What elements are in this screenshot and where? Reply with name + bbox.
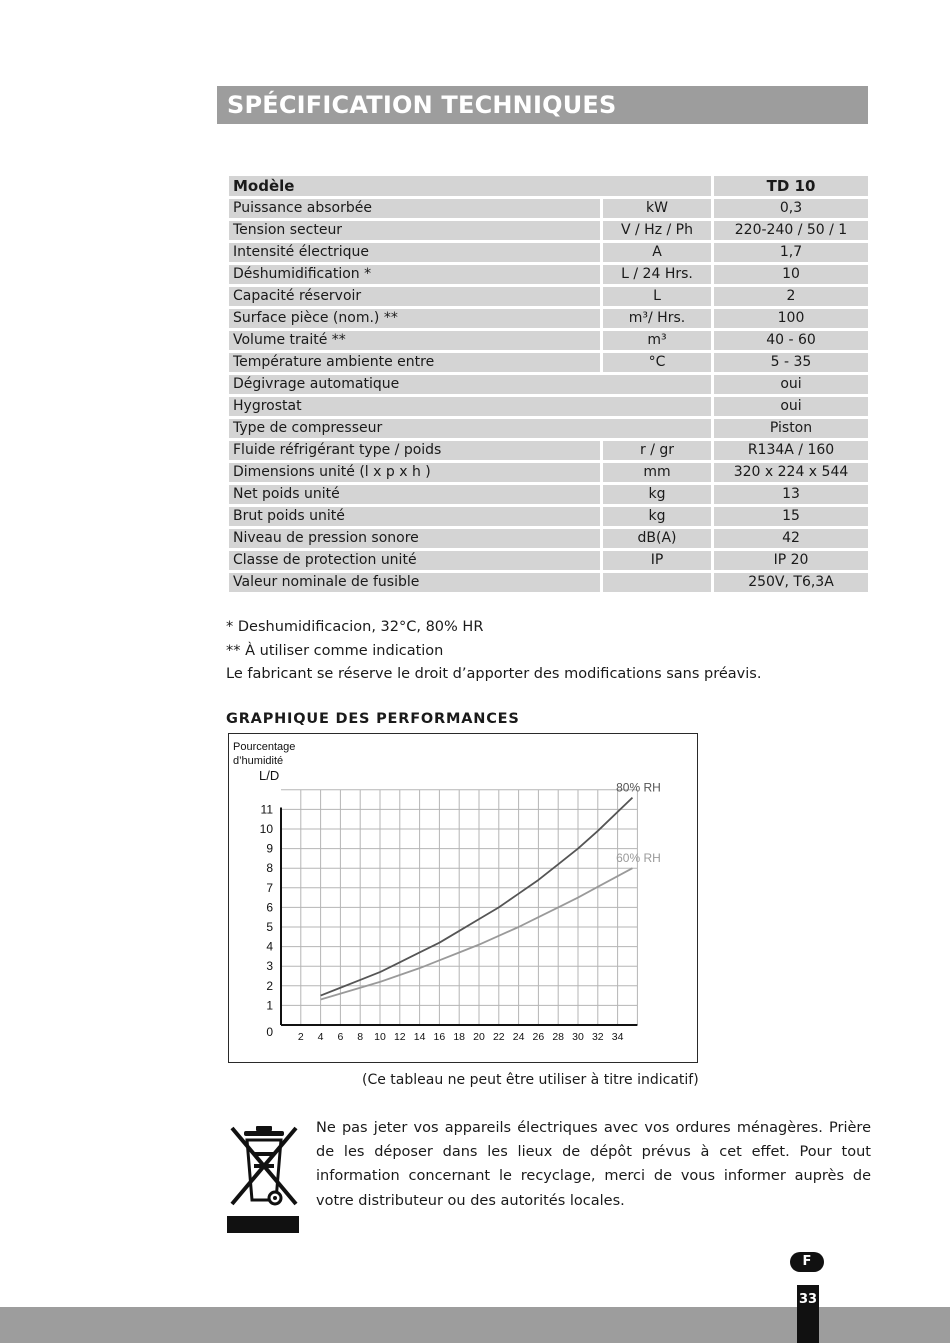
spec-label: Température ambiente entre — [229, 353, 600, 372]
spec-label: Déshumidification * — [229, 265, 600, 284]
spec-value: 0,3 — [714, 199, 868, 218]
y-tick-label: 9 — [266, 841, 273, 856]
model-label: Modèle — [229, 176, 711, 196]
spec-value: 40 - 60 — [714, 331, 868, 350]
spec-unit — [603, 573, 711, 592]
spec-row — [229, 397, 868, 416]
spec-value: 13 — [714, 485, 868, 504]
spec-row — [229, 221, 868, 240]
spec-unit: m³ — [603, 331, 711, 350]
x-tick-label: 28 — [552, 1031, 565, 1043]
y-tick-label: 11 — [260, 802, 273, 817]
spec-row — [229, 243, 868, 262]
spec-unit: L / 24 Hrs. — [603, 265, 711, 284]
recycling-notice: Ne pas jeter vos appareils électriques avec vos ordures ménagères. Prière de les déposer dans les lieux de dépôt prévus à cet effet. Pour tout information concernant le recyclage, merci de vous informer auprès de votre distributeur ou des autorités locales. — [316, 1120, 871, 1209]
y-tick-label: 3 — [266, 959, 273, 974]
spec-unit: L — [603, 287, 711, 306]
spec-row — [229, 551, 868, 570]
spec-unit: kW — [603, 199, 711, 218]
spec-label: Niveau de pression sonore — [229, 529, 600, 548]
page-number: 33 — [797, 1285, 819, 1343]
spec-unit: IP — [603, 551, 711, 570]
x-tick-label: 12 — [393, 1031, 406, 1043]
spec-value: Piston — [714, 419, 868, 438]
spec-label: Brut poids unité — [229, 507, 600, 526]
x-tick-label: 6 — [337, 1031, 344, 1043]
x-tick-label: 16 — [433, 1031, 446, 1043]
spec-table — [226, 173, 871, 595]
spec-row — [229, 529, 868, 548]
spec-unit: r / gr — [603, 441, 711, 460]
spec-value: 42 — [714, 529, 868, 548]
x-tick-label: 8 — [357, 1031, 364, 1043]
spec-label: Puissance absorbée — [229, 199, 600, 218]
footnotes — [226, 616, 761, 687]
spec-label: Dimensions unité (l x p x h ) — [229, 463, 600, 482]
chart-svg — [229, 734, 696, 1061]
spec-value: 15 — [714, 507, 868, 526]
spec-value: 250V, T6,3A — [714, 573, 868, 592]
x-tick-label: 2 — [297, 1031, 304, 1043]
spec-label: Hygrostat — [229, 397, 711, 416]
footnote-2: ** À utiliser comme indication — [226, 642, 444, 659]
spec-row — [229, 573, 868, 592]
spec-row — [229, 419, 868, 438]
spec-value: 320 x 224 x 544 — [714, 463, 868, 482]
spec-label: Intensité électrique — [229, 243, 600, 262]
spec-row — [229, 353, 868, 372]
y-tick-label: 8 — [266, 861, 273, 876]
y-tick-label: 1 — [266, 998, 273, 1013]
y-tick-label: 5 — [266, 920, 273, 934]
series-label: 60% RH — [616, 851, 661, 866]
performance-title: GRAPHIQUE DES PERFORMANCES — [226, 711, 520, 727]
recycle-bin-icon — [226, 1120, 302, 1236]
spec-label: Type de compresseur — [229, 419, 711, 438]
x-tick-label: 10 — [374, 1031, 386, 1043]
spec-value: 100 — [714, 309, 868, 328]
spec-value: 1,7 — [714, 243, 868, 262]
spec-row — [229, 265, 868, 284]
x-tick-label: 24 — [512, 1031, 525, 1043]
y-tick-label: 10 — [259, 822, 273, 836]
spec-row — [229, 375, 868, 394]
spec-row — [229, 287, 868, 306]
x-tick-label: 20 — [473, 1031, 485, 1043]
spec-unit: A — [603, 243, 711, 262]
spec-value: 220-240 / 50 / 1 — [714, 221, 868, 240]
spec-label: Tension secteur — [229, 221, 600, 240]
y-tick-label: 2 — [266, 978, 273, 993]
spec-value: R134A / 160 — [714, 441, 868, 460]
y-tick-label: 6 — [266, 900, 273, 915]
spec-unit: m³/ Hrs. — [603, 309, 711, 328]
spec-header-row — [229, 176, 868, 196]
x-tick-label: 4 — [317, 1031, 324, 1043]
spec-unit: mm — [603, 463, 711, 482]
spec-unit: kg — [603, 485, 711, 504]
spec-label: Fluide réfrigérant type / poids — [229, 441, 600, 460]
spec-label: Classe de protection unité — [229, 551, 600, 570]
spec-label: Valeur nominale de fusible — [229, 573, 600, 592]
spec-row — [229, 507, 868, 526]
spec-value: 10 — [714, 265, 868, 284]
spec-row — [229, 485, 868, 504]
footnote-1: * Deshumidificacion, 32°C, 80% HR — [226, 619, 484, 635]
y-tick-label: 4 — [266, 939, 273, 954]
spec-row — [229, 463, 868, 482]
spec-unit: dB(A) — [603, 529, 711, 548]
y-axis-title-line1: Pourcentage — [233, 741, 296, 753]
y-axis-title-line2: d’humidité — [233, 755, 284, 767]
x-tick-label: 14 — [413, 1031, 426, 1043]
x-tick-label: 30 — [572, 1031, 584, 1043]
y-tick-label: 7 — [266, 880, 273, 895]
y-axis-unit: L/D — [259, 768, 280, 783]
spec-row — [229, 331, 868, 350]
spec-unit: V / Hz / Ph — [603, 221, 711, 240]
series-label: 80% RH — [616, 780, 661, 795]
performance-chart — [228, 733, 698, 1063]
x-tick-label: 18 — [453, 1031, 466, 1043]
spec-value: 5 - 35 — [714, 353, 868, 372]
spec-unit: kg — [603, 507, 711, 526]
page-title: SPÉCIFICATION TECHNIQUES — [217, 86, 868, 124]
x-tick-label: 26 — [532, 1031, 545, 1043]
x-tick-label: 22 — [492, 1031, 505, 1043]
origin-label: 0 — [266, 1025, 273, 1039]
spec-label: Surface pièce (nom.) ** — [229, 309, 600, 328]
spec-value: 2 — [714, 287, 868, 306]
spec-value: oui — [714, 375, 868, 394]
spec-row — [229, 199, 868, 218]
spec-label: Capacité réservoir — [229, 287, 600, 306]
footnote-3: Le fabricant se réserve le droit d’apporter des modifications sans préavis. — [226, 666, 762, 682]
spec-label: Volume traité ** — [229, 331, 600, 350]
model-value: TD 10 — [714, 176, 868, 196]
x-tick-label: 34 — [611, 1031, 624, 1043]
spec-unit: °C — [603, 353, 711, 372]
spec-row — [229, 441, 868, 460]
spec-label: Dégivrage automatique — [229, 375, 711, 394]
x-tick-label: 32 — [591, 1031, 604, 1043]
spec-value: IP 20 — [714, 551, 868, 570]
language-badge: F — [790, 1252, 824, 1272]
spec-label: Net poids unité — [229, 485, 600, 504]
spec-value: oui — [714, 397, 868, 416]
chart-caption: (Ce tableau ne peut être utiliser à titre indicatif) — [362, 1072, 699, 1088]
spec-row — [229, 309, 868, 328]
